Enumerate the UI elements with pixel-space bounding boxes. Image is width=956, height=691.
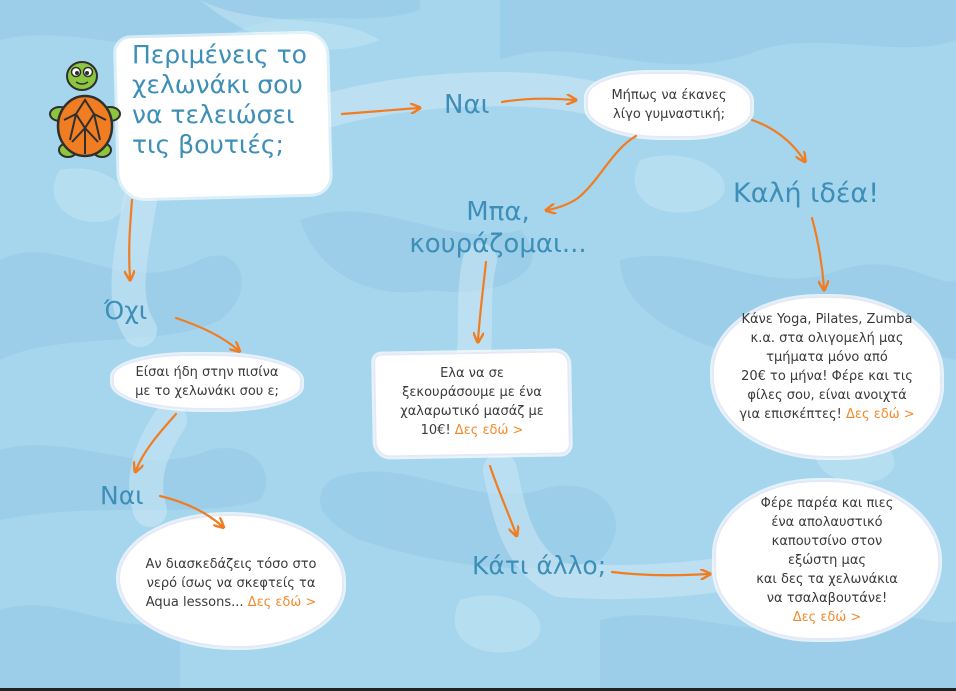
- text-line: Μπα,: [466, 197, 530, 227]
- text-line: καπουτσίνο στον: [771, 534, 883, 549]
- cappuccino-see-here-link[interactable]: Δες εδώ >: [792, 610, 862, 625]
- text-line: με το χελωνάκι σου ε;: [135, 384, 279, 399]
- text-line: Φέρε παρέα και πιες: [760, 496, 894, 511]
- arrow-tired-to-massage: [478, 262, 486, 340]
- title-line: χελωνάκι σου: [132, 70, 303, 99]
- arrow-exercise-to-good-idea: [752, 120, 804, 160]
- title-line: τις βουτιές;: [132, 130, 284, 159]
- text-line: εξώστη μας: [787, 553, 867, 568]
- text-line: κ.α. στα ολιγομελή μας: [750, 331, 904, 346]
- text-line: ένα απολαυστικό: [771, 515, 883, 530]
- classes-see-here-link[interactable]: Δες εδώ >: [846, 407, 915, 422]
- text-line: και δες τα χελωνάκια: [756, 572, 898, 587]
- text-line: κουράζομαι...: [409, 229, 587, 259]
- text-line: να τσαλαβουτάνε!: [766, 591, 888, 606]
- arrow-something-else-to-cappuccino: [612, 572, 708, 575]
- text-line: Μήπως να έκανες: [611, 88, 727, 103]
- text-line: Κάνε Yoga, Pilates, Zumba: [741, 312, 913, 327]
- text-line: χαλαρωτικό μασάζ με: [400, 404, 544, 419]
- text-line: λίγο γυμναστική;: [613, 107, 725, 122]
- node-something-else: Κάτι άλλο;: [472, 551, 607, 580]
- text-line: φίλες σου, είναι ανοιχτά: [747, 388, 907, 403]
- node-good-idea: Καλή ιδέα!: [733, 178, 880, 209]
- node-yes-bottom: Ναι: [100, 481, 144, 510]
- arrow-exercise-to-tired: [548, 136, 636, 210]
- massage-see-here-link[interactable]: Δες εδώ >: [454, 423, 524, 438]
- text-line: νερό ίσως να σκεφτείς τα: [146, 576, 316, 591]
- arrow-good-idea-to-classes: [812, 218, 824, 288]
- title-line: να τελειώσει: [132, 100, 295, 129]
- text-line: τμήματα μόνο από: [766, 350, 888, 365]
- text-line: 20€ το μήνα! Φέρε και τις: [741, 369, 913, 384]
- text-line: Είσαι ήδη στην πισίνα: [135, 365, 279, 380]
- node-no: Όχι: [104, 296, 148, 325]
- aqua-see-here-link[interactable]: Δες εδώ >: [247, 595, 317, 610]
- text-line: Αν διασκεδάζεις τόσο στο: [145, 557, 317, 572]
- text-fragment: για επισκέπτες!: [739, 407, 842, 422]
- text-fragment: 10€!: [420, 423, 451, 438]
- arrow-title-to-no: [129, 200, 132, 278]
- arrow-no-to-in-pool: [176, 318, 238, 350]
- arrow-title-to-yes: [342, 108, 418, 114]
- text-line: ξεκουράσουμε με ένα: [402, 385, 542, 400]
- arrow-in-pool-to-yes: [136, 414, 176, 470]
- text-line: Ελα να σε: [440, 366, 504, 381]
- arrow-massage-to-something-else: [490, 466, 516, 534]
- title-line: Περιμένεις το: [132, 40, 307, 69]
- arrow-yes-to-aqua: [160, 496, 222, 526]
- arrow-yes-to-exercise: [502, 99, 574, 102]
- node-yes-top: Ναι: [444, 90, 490, 120]
- text-fragment: Aqua lessons...: [145, 595, 244, 610]
